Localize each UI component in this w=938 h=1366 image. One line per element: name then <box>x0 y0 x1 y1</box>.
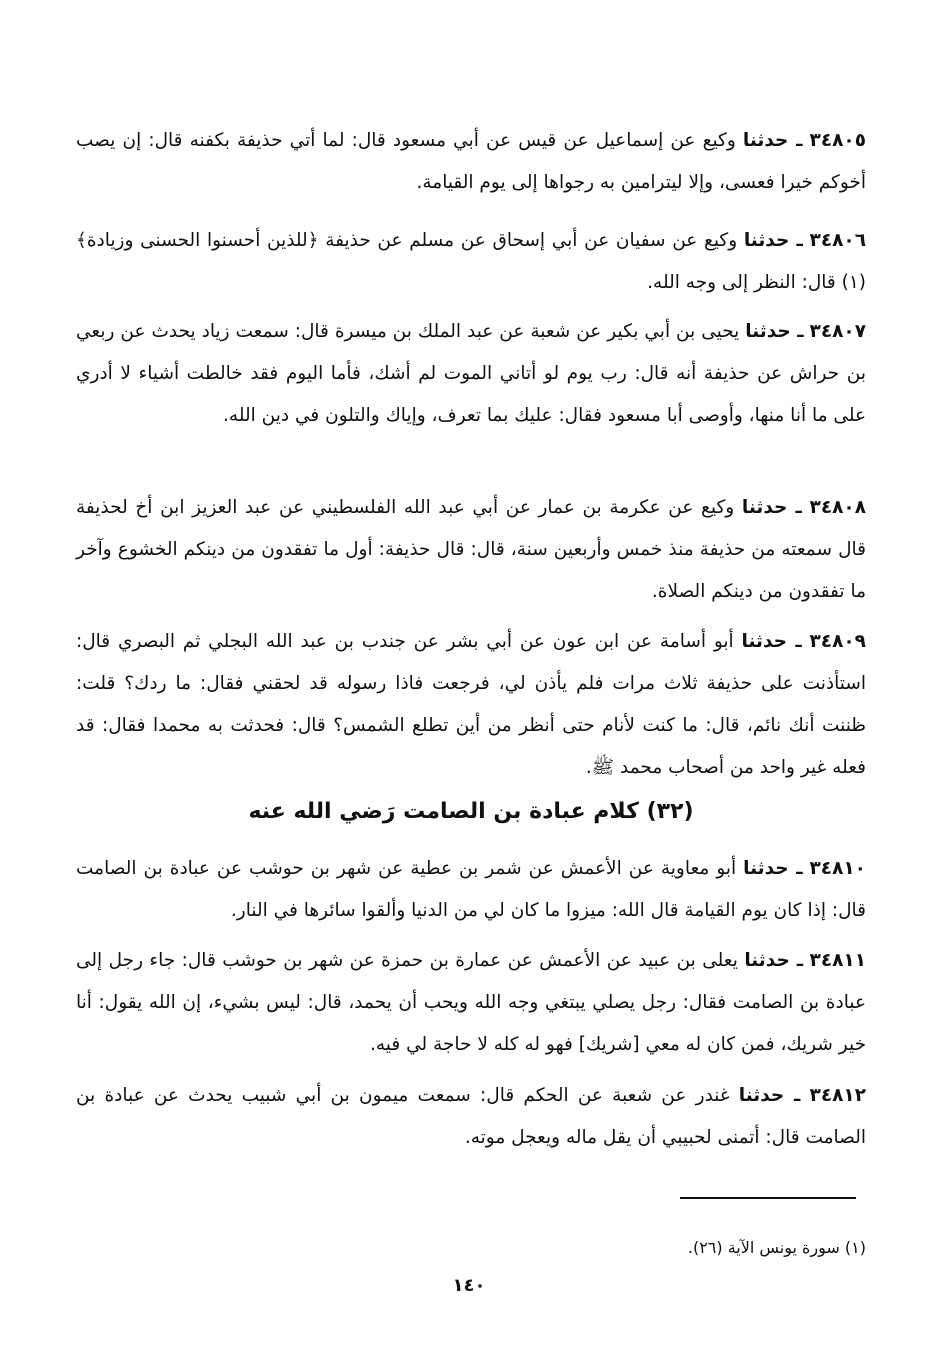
section-heading: (٣٢) كلام عبادة بن الصامت رَضي الله عنه <box>248 799 694 824</box>
hadith-text: يحيى بن أبي بكير عن شعبة عن عبد الملك بن ميسرة قال: سمعت زياد يحدث عن ربعي بن حراش عن حذيفة أنه قال: رب يوم لو أتاني الموت لم أشك، فأما اليوم فقد خالطت أشياء لا أدري على ما أنا منها، وأوصى أبا مسعود فقال: عليك بما تعرف، وإياك والتلون في دين الله. <box>76 321 866 426</box>
hadith-lead: ـ حدثنا <box>738 1085 801 1106</box>
hadith-number: ٣٤٨٠٦ <box>809 230 866 251</box>
hadith-text: غندر عن شعبة عن الحكم قال: سمعت ميمون بن أبي شبيب يحدث عن عبادة بن الصامت قال: أتمنى لحبيبي أن يقل ماله ويعجل موته. <box>76 1085 866 1148</box>
hadith-34805 <box>76 120 866 204</box>
hadith-number: ٣٤٨٠٨ <box>809 497 866 518</box>
hadith-34806 <box>76 220 866 304</box>
hadith-34808 <box>76 487 866 613</box>
hadith-lead: ـ حدثنا <box>742 130 803 151</box>
hadith-lead: ـ حدثنا <box>743 858 803 879</box>
hadith-text: أبو أسامة عن ابن عون عن أبي بشر عن جندب بن عبد الله البجلي ثم البصري قال: استأذنت على حذيفة ثلاث مرات فلم يأذن لي، فرجعت فاذا رسوله قد لحقني فقال: ما ردك؟ قلت: ظننت أنك نائم، قال: ما كنت لأنام حتى أنظر من أين تطلع الشمس؟ قال: فحدثت به محمدا فقال: قد فعله غير واحد من أصحاب محمد ﷺ. <box>76 631 866 778</box>
hadith-number: ٣٤٨١٢ <box>809 1085 866 1106</box>
hadith-34810 <box>76 848 866 932</box>
hadith-text: أبو معاوية عن الأعمش عن شمر بن عطية عن شهر بن حوشب عن عبادة بن الصامت قال: إذا كان يوم القيامة قال الله: ميزوا ما كان لي من الدنيا وألقوا سائرها في النار. <box>76 858 866 921</box>
hadith-text: وكيع عن عكرمة بن عمار عن أبي عبد الله الفلسطيني عن عبد العزيز ابن أخ لحذيفة قال سمعته من حذيفة منذ خمس وأربعين سنة، قال: قال حذيفة: أول ما تفقدون من دينكم الخشوع وآخر ما تفقدون من دينكم الصلاة. <box>76 497 866 602</box>
hadith-number: ٣٤٨١٠ <box>809 858 866 879</box>
hadith-lead: ـ حدثنا <box>744 950 804 971</box>
hadith-lead: ـ حدثنا <box>745 321 804 342</box>
hadith-number: ٣٤٨١١ <box>809 950 866 971</box>
hadith-34812 <box>76 1075 866 1159</box>
hadith-34807 <box>76 311 866 437</box>
hadith-lead: ـ حدثنا <box>741 631 802 652</box>
hadith-34809 <box>76 621 866 789</box>
hadith-34811 <box>76 940 866 1066</box>
hadith-text: يعلى بن عبيد عن الأعمش عن عمارة بن حمزة عن شهر بن حوشب قال: جاء رجل إلى عبادة بن الصامت فقال: رجل يصلي يبتغي وجه الله ويحب أن يحمد، قال: ليس بشيء، إن الله يقول: أنا خير شريك، فمن كان له معي [شريك] فهو له كله لا حاجة لي فيه. <box>76 950 866 1055</box>
hadith-number: ٣٤٨٠٥ <box>809 130 867 151</box>
hadith-text: وكيع عن إسماعيل عن قيس عن أبي مسعود قال: لما أتي حذيفة بكفنه قال: إن يصب أخوكم خيرا فعسى، وإلا ليترامين به رجواها إلى يوم القيامة. <box>76 130 866 193</box>
hadith-number: ٣٤٨٠٩ <box>809 631 866 652</box>
hadith-lead: ـ حدثنا <box>743 230 803 251</box>
footnote-divider <box>680 1197 856 1199</box>
hadith-number: ٣٤٨٠٧ <box>809 321 866 342</box>
page-number: ١٤٠ <box>452 1275 486 1296</box>
hadith-lead: ـ حدثنا <box>741 497 802 518</box>
hadith-text: وكيع عن سفيان عن أبي إسحاق عن مسلم عن حذيفة ﴿للذين أحسنوا الحسنى وزيادة﴾(١) قال: النظر إلى وجه الله. <box>76 230 866 293</box>
footnote: (١) سورة يونس الآية (٢٦). <box>687 1238 866 1257</box>
